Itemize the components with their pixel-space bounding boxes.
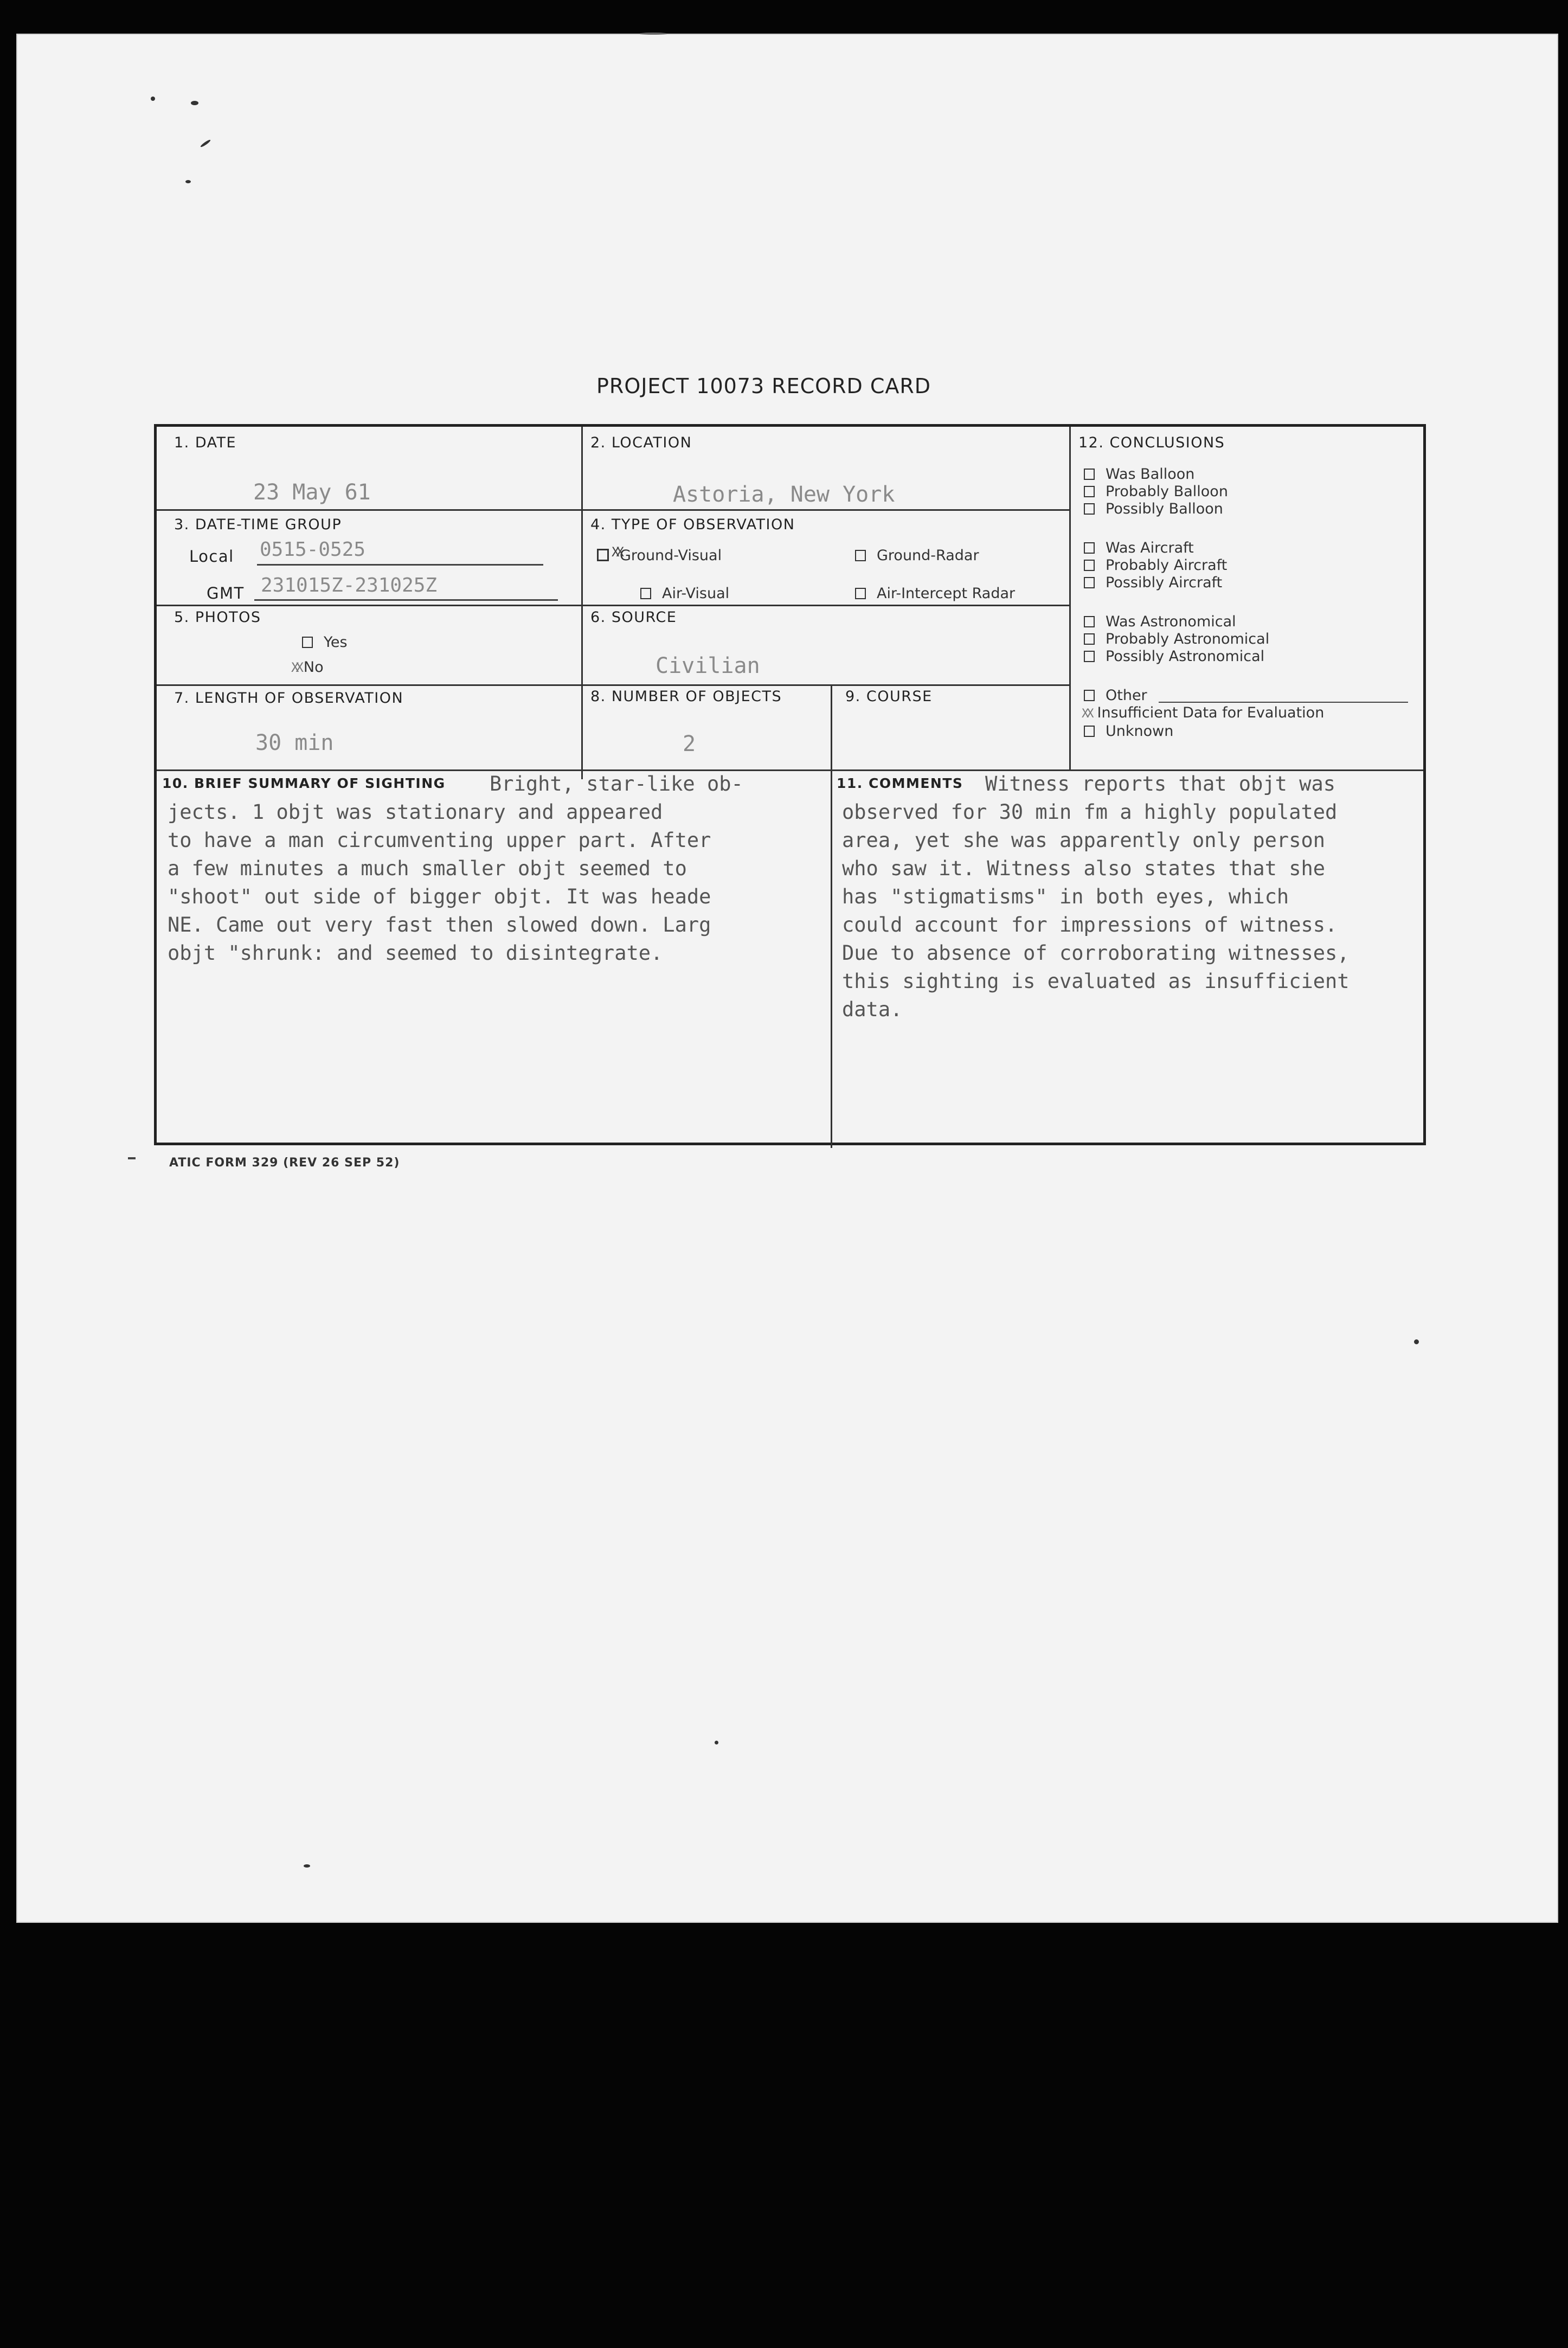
conclusion-possibly-balloon[interactable] bbox=[1084, 501, 1223, 517]
summary-label: 10. BRIEF SUMMARY OF SIGHTING bbox=[162, 775, 446, 791]
checkbox-was-astronomical[interactable] bbox=[1084, 616, 1095, 627]
was-balloon-label: Was Balloon bbox=[1106, 466, 1195, 483]
summary-line-4: a few minutes a much smaller objt seemed to bbox=[168, 857, 687, 880]
card-title: PROJECT 10073 RECORD CARD bbox=[596, 374, 931, 398]
comments-line-5: has "stigmatisms" in both eyes, which bbox=[842, 885, 1289, 908]
checkbox-other[interactable] bbox=[1084, 690, 1095, 701]
summary-line-7: objt "shrunk: and seemed to disintegrate. bbox=[168, 941, 663, 965]
was-astronomical-label: Was Astronomical bbox=[1106, 613, 1236, 630]
record-card bbox=[154, 424, 1426, 1145]
divider bbox=[157, 684, 1070, 686]
checkbox-possibly-balloon[interactable] bbox=[1084, 503, 1095, 515]
footer-dash bbox=[128, 1157, 136, 1159]
divider bbox=[581, 427, 583, 779]
conclusion-was-aircraft[interactable] bbox=[1084, 540, 1194, 556]
form-id: ATIC FORM 329 (REV 26 SEP 52) bbox=[169, 1156, 400, 1170]
checkbox-ground-radar[interactable] bbox=[855, 550, 866, 561]
conclusion-insufficient-data[interactable] bbox=[1082, 704, 1324, 721]
was-aircraft-label: Was Aircraft bbox=[1106, 540, 1194, 556]
insufficient-data-label: Insufficient Data for Evaluation bbox=[1097, 704, 1325, 721]
checkbox-probably-aircraft[interactable] bbox=[1084, 560, 1095, 571]
comments-line-3: area, yet she was apparently only person bbox=[842, 829, 1326, 852]
comments-line-6: could account for impressions of witness. bbox=[842, 913, 1338, 936]
possibly-astronomical-label: Possibly Astronomical bbox=[1106, 648, 1265, 665]
conclusion-probably-balloon[interactable] bbox=[1084, 483, 1228, 500]
unknown-label: Unknown bbox=[1106, 723, 1174, 740]
divider bbox=[157, 605, 1070, 606]
source-label: 6. SOURCE bbox=[590, 609, 677, 626]
date-label: 1. DATE bbox=[174, 434, 237, 451]
comments-line-8: this sighting is evaluated as insufficient bbox=[842, 970, 1349, 993]
air-intercept-radar-label: Air-Intercept Radar bbox=[877, 585, 1016, 602]
summary-line-6: NE. Came out very fast then slowed down. Larg bbox=[168, 913, 711, 936]
location-value: Astoria, New York bbox=[673, 482, 895, 507]
gmt-label: GMT bbox=[207, 584, 245, 602]
checkbox-air-intercept-radar[interactable] bbox=[855, 588, 866, 599]
summary-line-1: Bright, star-like ob- bbox=[490, 772, 743, 796]
length-value: 30 min bbox=[255, 730, 334, 755]
photos-yes-label: Yes bbox=[324, 634, 348, 651]
possibly-balloon-label: Possibly Balloon bbox=[1106, 501, 1223, 517]
checkbox-unknown[interactable] bbox=[1084, 726, 1095, 737]
checkbox-possibly-aircraft[interactable] bbox=[1084, 577, 1095, 588]
comments-line-2: observed for 30 min fm a highly populated bbox=[842, 800, 1338, 824]
comments-line-9: data. bbox=[842, 998, 903, 1021]
conclusion-possibly-astronomical[interactable] bbox=[1084, 648, 1264, 665]
type-of-observation-label: 4. TYPE OF OBSERVATION bbox=[590, 516, 795, 533]
divider bbox=[157, 509, 1070, 511]
comments-line-7: Due to absence of corroborating witnesses, bbox=[842, 941, 1349, 965]
scan-mark bbox=[151, 97, 155, 101]
location-label: 2. LOCATION bbox=[590, 434, 692, 451]
checkbox-ground-visual[interactable] bbox=[597, 549, 609, 561]
insufficient-data-mark: XX bbox=[1082, 707, 1092, 721]
course-label: 9. COURSE bbox=[845, 688, 933, 705]
conclusion-possibly-aircraft[interactable] bbox=[1084, 574, 1222, 591]
probably-balloon-label: Probably Balloon bbox=[1106, 483, 1228, 500]
checkbox-possibly-astronomical[interactable] bbox=[1084, 651, 1095, 662]
divider bbox=[831, 684, 832, 779]
photos-no-mark: XX bbox=[291, 660, 300, 675]
option-air-visual[interactable] bbox=[640, 585, 729, 602]
other-label: Other bbox=[1106, 687, 1147, 704]
divider bbox=[1069, 427, 1071, 771]
gmt-value: 231015Z-231025Z bbox=[261, 574, 438, 596]
local-label: Local bbox=[189, 547, 234, 566]
conclusion-probably-aircraft[interactable] bbox=[1084, 557, 1227, 574]
conclusion-probably-astronomical[interactable] bbox=[1084, 631, 1269, 647]
number-of-objects-label: 8. NUMBER OF OBJECTS bbox=[590, 688, 782, 705]
scan-mark bbox=[185, 180, 191, 183]
air-visual-label: Air-Visual bbox=[662, 585, 730, 602]
probably-aircraft-label: Probably Aircraft bbox=[1106, 557, 1228, 574]
number-of-objects-value: 2 bbox=[683, 732, 696, 756]
option-photos-no[interactable] bbox=[291, 659, 324, 676]
scan-mark bbox=[1414, 1339, 1419, 1344]
gmt-underline bbox=[254, 599, 558, 601]
local-underline bbox=[257, 564, 543, 566]
checkbox-photos-yes[interactable] bbox=[302, 637, 313, 648]
summary-line-2: jects. 1 objt was stationary and appeared bbox=[168, 800, 663, 824]
comments-line-4: who saw it. Witness also states that she bbox=[842, 857, 1326, 880]
comments-line-1: Witness reports that objt was bbox=[985, 772, 1336, 796]
possibly-aircraft-label: Possibly Aircraft bbox=[1106, 574, 1223, 591]
conclusion-unknown[interactable] bbox=[1084, 723, 1173, 740]
checkbox-probably-balloon[interactable] bbox=[1084, 486, 1095, 497]
ground-radar-label: Ground-Radar bbox=[877, 547, 979, 564]
date-time-group-label: 3. DATE-TIME GROUP bbox=[174, 516, 342, 533]
checkbox-was-balloon[interactable] bbox=[1084, 469, 1095, 480]
photos-no-label: No bbox=[303, 659, 324, 676]
conclusion-was-astronomical[interactable] bbox=[1084, 613, 1236, 630]
probably-astronomical-label: Probably Astronomical bbox=[1106, 631, 1270, 647]
summary-line-5: "shoot" out side of bigger objt. It was heade bbox=[168, 885, 711, 908]
conclusion-other[interactable] bbox=[1084, 687, 1147, 704]
option-ground-radar[interactable] bbox=[855, 547, 979, 564]
checkbox-probably-astronomical[interactable] bbox=[1084, 633, 1095, 645]
conclusion-was-balloon[interactable] bbox=[1084, 466, 1194, 483]
date-value: 23 May 61 bbox=[253, 480, 371, 505]
other-underline bbox=[1159, 702, 1408, 703]
conclusions-label: 12. CONCLUSIONS bbox=[1078, 434, 1225, 451]
comments-label: 11. COMMENTS bbox=[837, 775, 963, 791]
local-value: 0515-0525 bbox=[260, 538, 366, 561]
scan-mark bbox=[715, 1741, 718, 1744]
divider bbox=[831, 779, 832, 1148]
photos-label: 5. PHOTOS bbox=[174, 609, 261, 626]
option-air-intercept-radar[interactable] bbox=[855, 585, 1015, 602]
checkbox-was-aircraft[interactable] bbox=[1084, 542, 1095, 554]
length-label: 7. LENGTH OF OBSERVATION bbox=[174, 690, 404, 707]
scan-mark bbox=[640, 33, 667, 35]
scan-mark bbox=[191, 101, 198, 105]
option-photos-yes[interactable] bbox=[302, 634, 348, 651]
checkbox-air-visual[interactable] bbox=[640, 588, 651, 599]
ground-visual-label: Ground-Visual bbox=[620, 547, 722, 564]
ground-visual-mark: XX bbox=[612, 544, 621, 560]
scan-mark bbox=[304, 1864, 310, 1868]
source-value: Civilian bbox=[656, 653, 760, 678]
summary-line-3: to have a man circumventing upper part. After bbox=[168, 829, 711, 852]
